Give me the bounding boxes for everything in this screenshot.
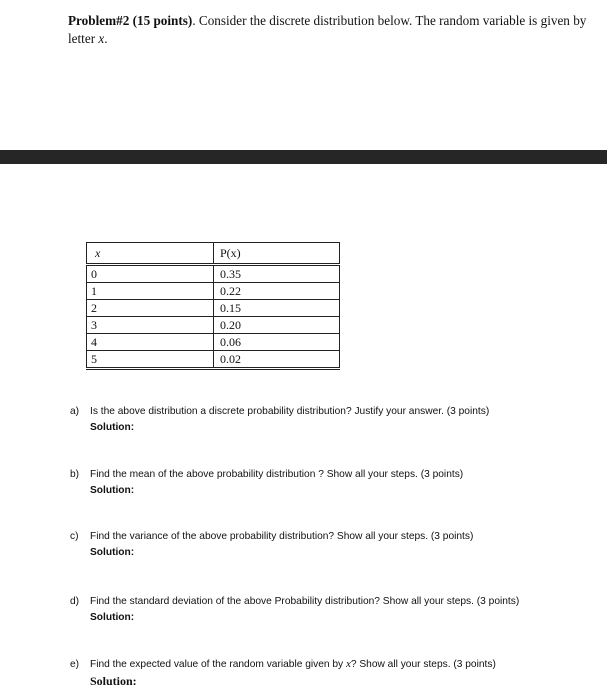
cell-p: 0.02: [214, 351, 340, 369]
question-text: Find the mean of the above probability distribution ? Show all your steps. (3 points): [90, 469, 464, 480]
question-text: Find the standard deviation of the above Probability distribution? Show all your steps. (3 points): [90, 596, 520, 607]
question-text: Find the expected value of the random variable given by: [90, 659, 346, 670]
cell-p: 0.15: [214, 300, 340, 317]
question-letter: b): [70, 469, 80, 480]
question-letter: e): [70, 659, 80, 670]
random-variable: x: [98, 31, 105, 46]
table-row: [87, 300, 340, 317]
question-letter: d): [70, 596, 80, 607]
cell-x: 3: [87, 317, 214, 334]
cell-x: 1: [87, 283, 214, 300]
cell-x: 5: [87, 351, 214, 369]
solution-label: Solution:: [90, 422, 135, 433]
problem-statement: [68, 12, 588, 48]
table-row: [87, 265, 340, 283]
cell-p: 0.35: [214, 265, 340, 283]
solution-label: Solution:: [90, 485, 135, 496]
cell-x: 4: [87, 334, 214, 351]
header-p: P(x): [214, 243, 340, 265]
cell-x: 0: [87, 265, 214, 283]
problem-label: Problem#2 (15 points): [68, 13, 193, 28]
question-d: [70, 594, 590, 626]
table-row: [87, 283, 340, 300]
dark-divider-band: [0, 150, 607, 164]
table-row: [87, 334, 340, 351]
solution-label: Solution:: [90, 547, 135, 558]
problem-text-end: .: [104, 31, 108, 46]
cell-p: 0.06: [214, 334, 340, 351]
random-variable: x: [345, 658, 351, 670]
question-b: [70, 467, 590, 499]
table-header-row: [87, 243, 340, 265]
solution-label: Solution:: [90, 674, 137, 688]
cell-p: 0.20: [214, 317, 340, 334]
table-row: [87, 317, 340, 334]
distribution-table: [86, 242, 340, 370]
question-a: [70, 404, 590, 436]
cell-p: 0.22: [214, 283, 340, 300]
question-letter: a): [70, 406, 80, 417]
question-e: [70, 656, 590, 689]
question-text: Is the above distribution a discrete probability distribution? Justify your answer. (3 points): [90, 406, 490, 417]
header-x: x: [87, 243, 214, 265]
question-letter: c): [70, 531, 79, 542]
solution-label: Solution:: [90, 612, 135, 623]
cell-x: 2: [87, 300, 214, 317]
table-row: [87, 351, 340, 369]
problem-text: . Consider the discrete distribution below. The random variable is given by letter: [68, 13, 587, 46]
question-text: Find the variance of the above probability distribution? Show all your steps. (3 points): [90, 531, 474, 542]
question-text-end: ? Show all your steps. (3 points): [350, 659, 496, 670]
question-c: [70, 529, 590, 561]
